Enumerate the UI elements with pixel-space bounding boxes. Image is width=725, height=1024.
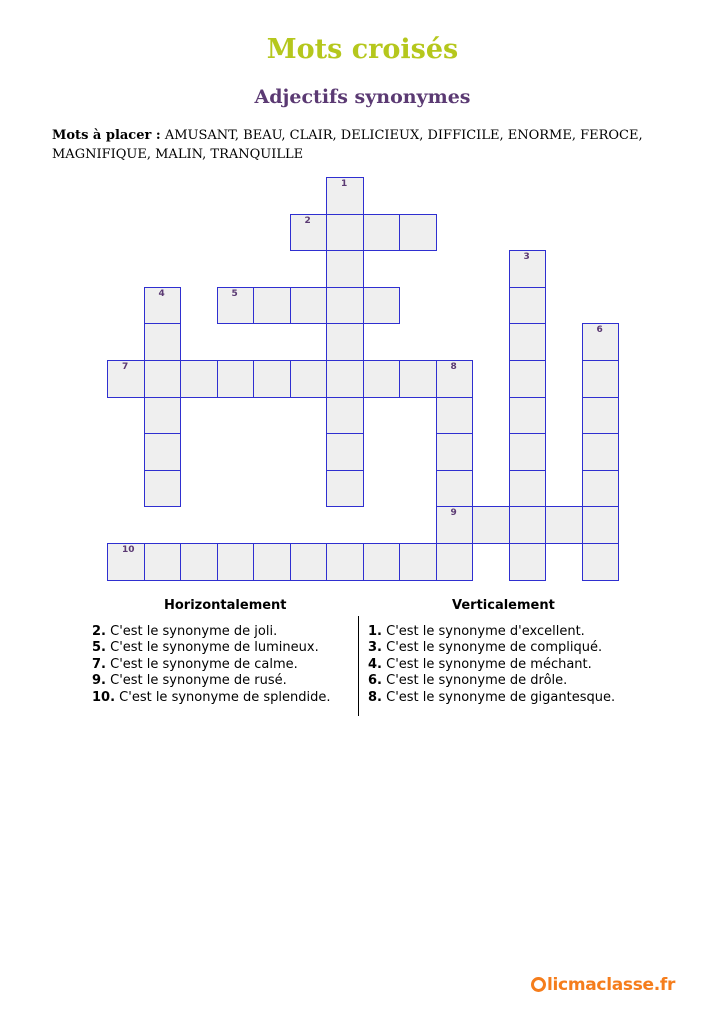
clue-number: 5	[231, 288, 238, 299]
grid-cell[interactable]	[399, 543, 437, 581]
grid-cell[interactable]	[326, 323, 364, 361]
grid-cell[interactable]	[582, 433, 620, 471]
grid-cell[interactable]	[326, 397, 364, 435]
grid-cell[interactable]	[144, 360, 182, 398]
grid-cell[interactable]	[509, 433, 547, 471]
grid-cell[interactable]	[253, 287, 291, 325]
clue-number: 6	[596, 325, 603, 336]
grid-cell[interactable]	[509, 287, 547, 325]
page-title: Mots croisés	[266, 34, 459, 65]
clue-number: 8	[450, 362, 457, 372]
page-subtitle: Adjectifs synonymes	[254, 86, 471, 108]
site-logo[interactable]	[531, 975, 675, 995]
grid-cell[interactable]	[582, 397, 620, 435]
horizontal-heading: Horizontalement	[164, 598, 287, 613]
clue-h-9: 9. C'est le synonyme de rusé.	[92, 673, 287, 689]
grid-cell[interactable]	[217, 360, 255, 398]
grid-cell[interactable]	[326, 360, 364, 398]
grid-cell[interactable]	[363, 214, 401, 252]
clue-number: 2	[304, 215, 311, 226]
grid-cell[interactable]	[399, 360, 437, 398]
word-list-label: Mots à placer :	[52, 128, 161, 143]
grid-cell[interactable]	[144, 397, 182, 435]
grid-cell[interactable]	[290, 214, 328, 252]
vertical-clues	[368, 624, 615, 706]
grid-cell[interactable]	[509, 250, 547, 288]
logo-text: licmaclasse.fr	[547, 975, 676, 995]
grid-cell[interactable]	[144, 287, 182, 325]
grid-cell[interactable]	[217, 287, 255, 325]
grid-cell[interactable]	[509, 360, 547, 398]
grid-cell[interactable]	[399, 214, 437, 252]
clue-number: 1	[341, 179, 348, 189]
grid-cell[interactable]	[144, 543, 182, 581]
grid-cell[interactable]	[107, 543, 145, 581]
clue-h-7: 7. C'est le synonyme de calme.	[92, 656, 298, 672]
grid-cell[interactable]	[472, 506, 510, 544]
grid-cell[interactable]	[326, 287, 364, 325]
clue-number: 3	[523, 252, 530, 263]
vertical-heading: Verticalement	[452, 598, 555, 613]
grid-cell[interactable]	[290, 543, 328, 581]
grid-cell[interactable]	[326, 543, 364, 581]
grid-cell[interactable]	[436, 470, 474, 508]
grid-cell[interactable]	[326, 214, 364, 252]
grid-cell[interactable]	[509, 470, 547, 508]
grid-cell[interactable]	[363, 287, 401, 325]
grid-cell[interactable]	[253, 543, 291, 581]
grid-cell[interactable]	[290, 360, 328, 398]
grid-cell[interactable]	[436, 360, 474, 398]
clue-h-2: 2. C'est le synonyme de joli.	[92, 624, 278, 639]
grid-cell[interactable]	[144, 323, 182, 361]
grid-cell[interactable]	[180, 543, 218, 581]
clue-number: 7	[122, 362, 129, 372]
clue-h-5: 5. C'est le synonyme de lumineux.	[92, 640, 319, 656]
clue-number: 9	[450, 508, 457, 519]
clue-number: 10	[122, 545, 135, 555]
grid-cell[interactable]	[144, 470, 182, 508]
grid-cell[interactable]	[326, 470, 364, 508]
grid-cell[interactable]	[436, 543, 474, 581]
clue-h-10: 10. C'est le synonyme de splendide.	[92, 689, 331, 705]
grid-cell[interactable]	[180, 360, 218, 398]
clue-v-1: 1. C'est le synonyme d'excellent.	[368, 624, 585, 639]
logo-circle-icon	[531, 977, 546, 992]
grid-cell[interactable]	[290, 287, 328, 325]
grid-cell[interactable]	[436, 433, 474, 471]
grid-cell[interactable]	[582, 360, 620, 398]
grid-cell[interactable]	[436, 397, 474, 435]
clue-v-4: 4. C'est le synonyme de méchant.	[368, 656, 592, 672]
grid-cell[interactable]	[107, 360, 145, 398]
word-list-values: AMUSANT, BEAU, CLAIR, DELICIEUX, DIFFICILE, ENORME, FEROCE, MAGNIFIQUE, MALIN, TRANQUILLE	[52, 128, 643, 162]
grid-cell[interactable]	[509, 323, 547, 361]
horizontal-clues	[92, 624, 330, 706]
grid-cell[interactable]	[509, 397, 547, 435]
clue-number: 4	[158, 288, 165, 299]
grid-cell[interactable]	[582, 543, 620, 581]
grid-cell[interactable]	[582, 323, 620, 361]
grid-cell[interactable]	[326, 177, 364, 215]
grid-cell[interactable]	[217, 543, 255, 581]
grid-cell[interactable]	[545, 506, 583, 544]
grid-cell[interactable]	[436, 506, 474, 544]
column-divider	[358, 616, 359, 716]
clue-v-8: 8. C'est le synonyme de gigantesque.	[368, 689, 616, 705]
grid-cell[interactable]	[326, 433, 364, 471]
grid-cell[interactable]	[363, 360, 401, 398]
grid-cell[interactable]	[144, 433, 182, 471]
grid-cell[interactable]	[582, 470, 620, 508]
grid-cell[interactable]	[326, 250, 364, 288]
grid-cell[interactable]	[509, 543, 547, 581]
grid-cell[interactable]	[363, 543, 401, 581]
grid-cell[interactable]	[253, 360, 291, 398]
clue-v-3: 3. C'est le synonyme de compliqué.	[368, 640, 603, 656]
clue-v-6: 6. C'est le synonyme de drôle.	[368, 673, 568, 689]
grid-cell[interactable]	[509, 506, 547, 544]
grid-cell[interactable]	[582, 506, 620, 544]
